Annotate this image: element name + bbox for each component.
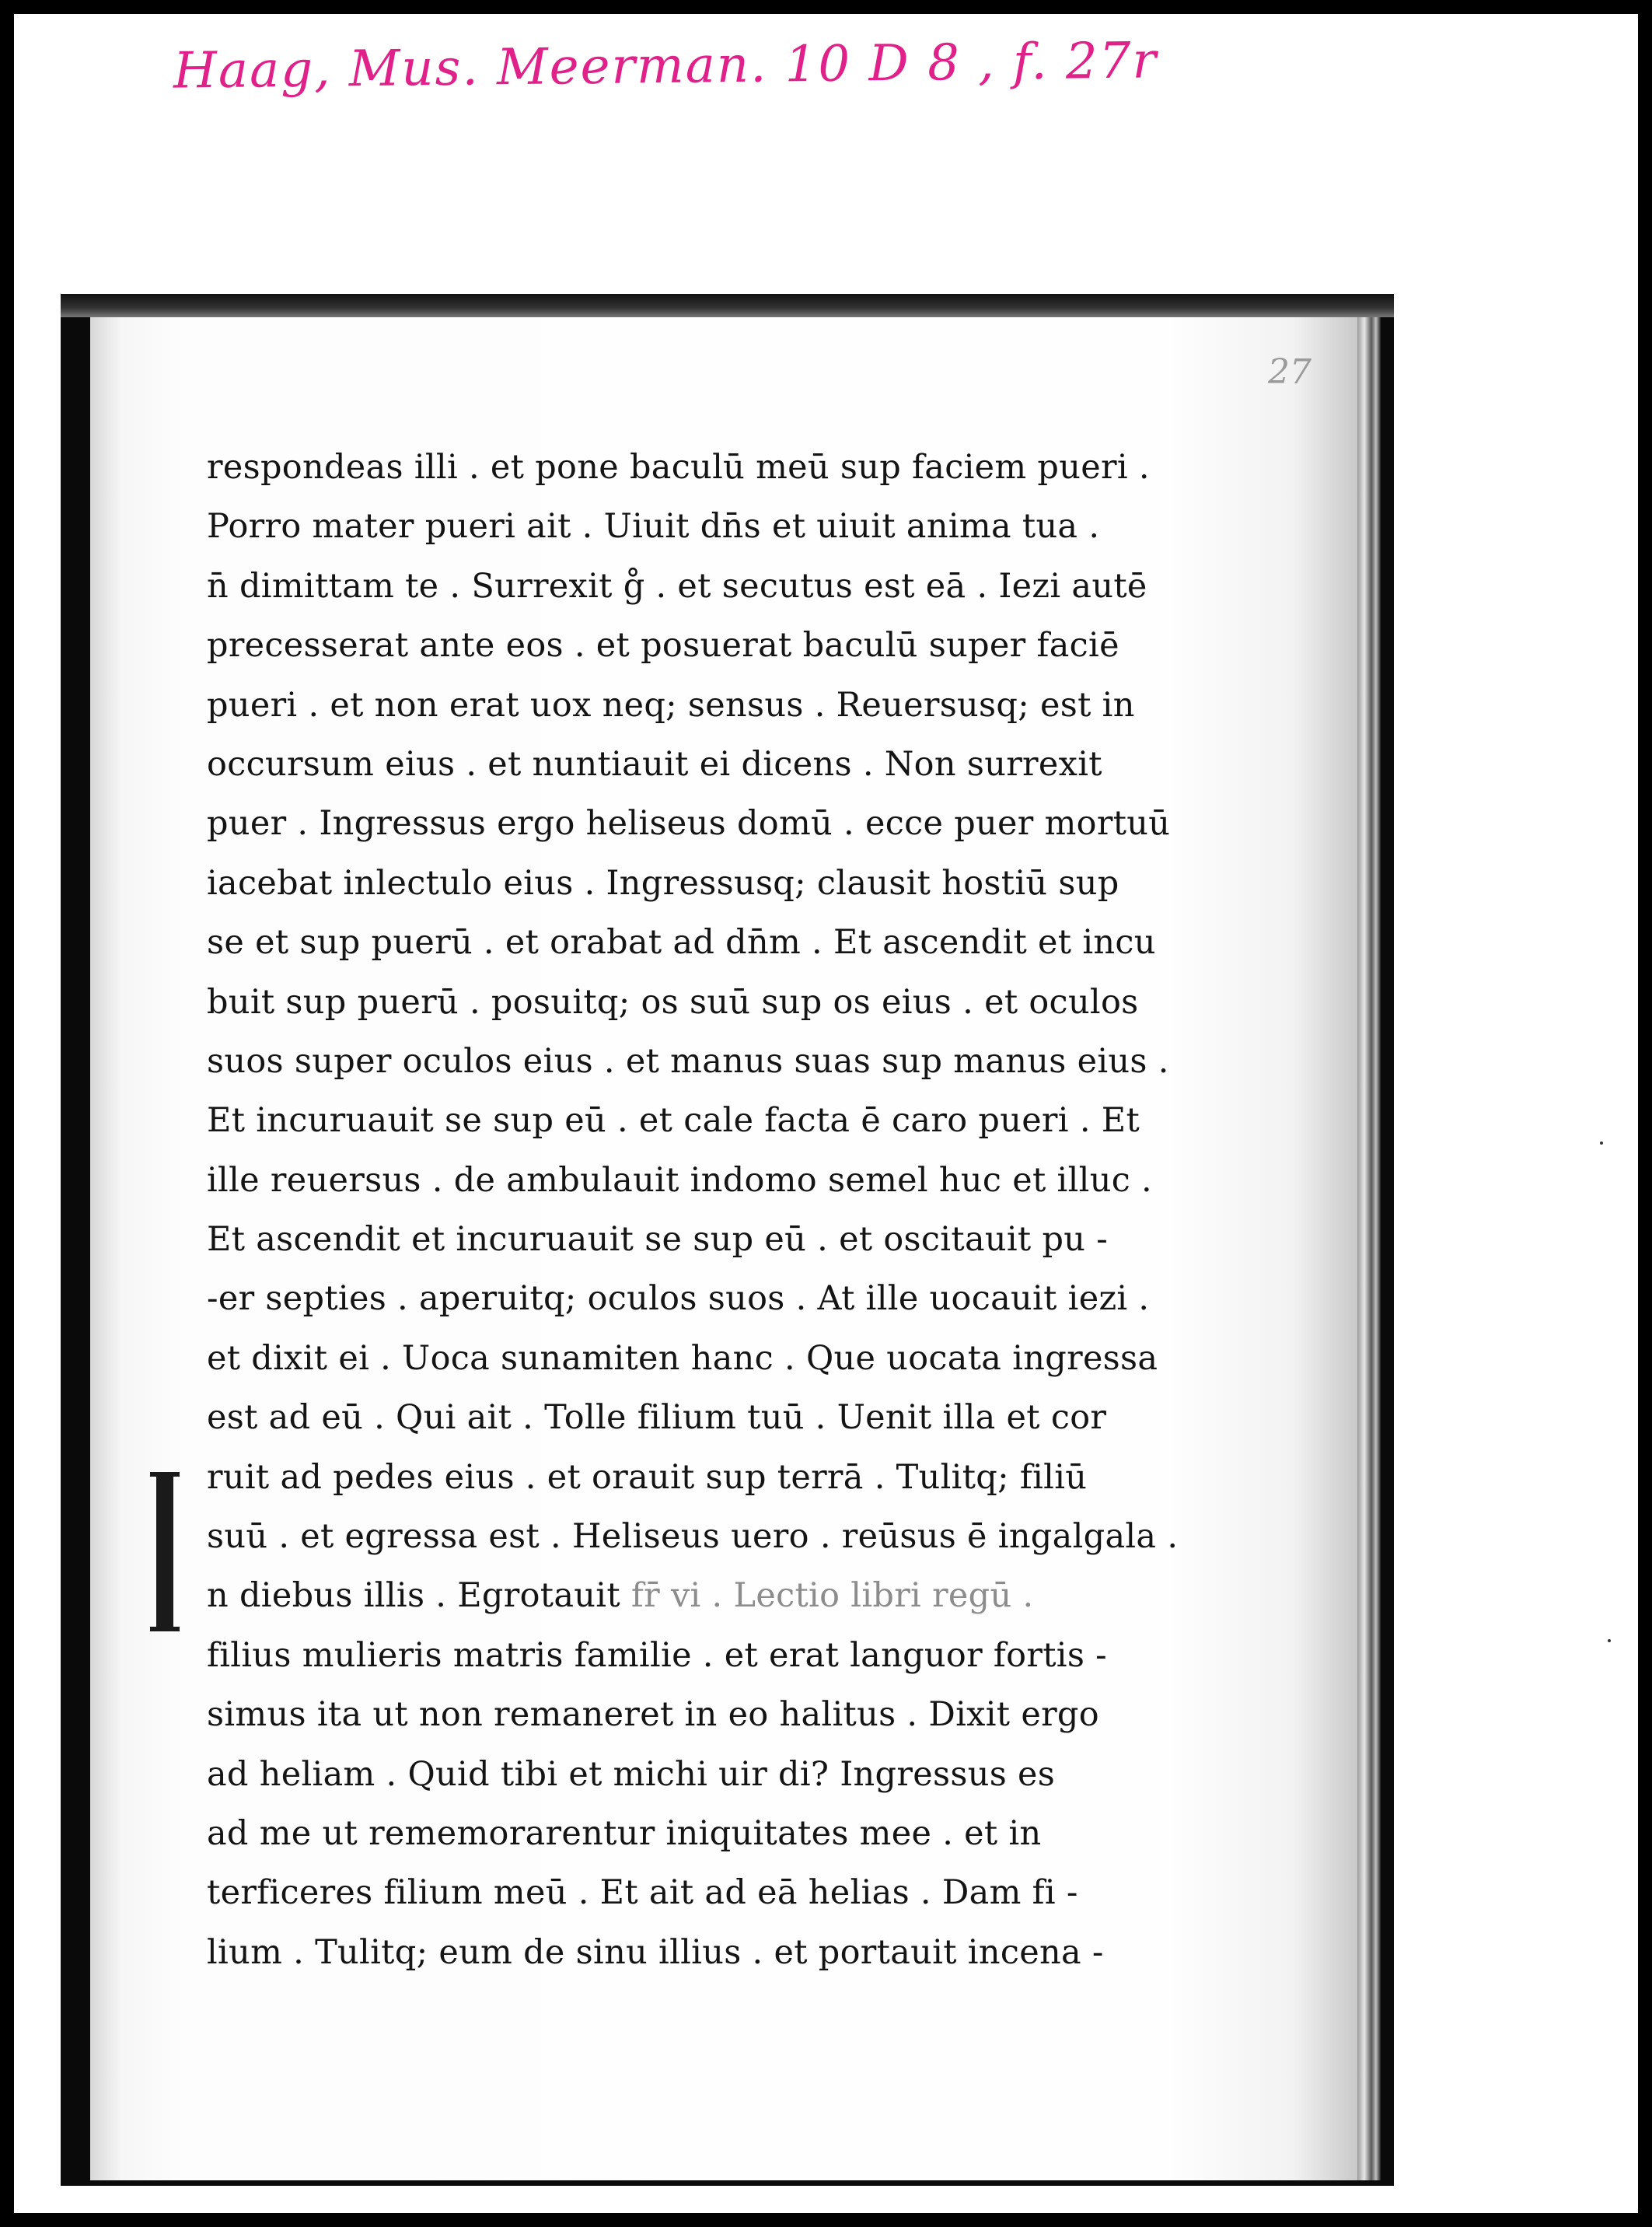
text-line-3: n̄ dimittam te . Surrexit g̊ . et secutus est eā . Iezi autē bbox=[207, 566, 1147, 606]
folio-number: 27 bbox=[1268, 352, 1311, 392]
text-line-23: ad heliam . Quid tibi et michi uir di? Ingressus es bbox=[207, 1754, 1056, 1794]
text-line-21: filius mulieris matris familie . et erat languor fortis - bbox=[207, 1635, 1107, 1675]
text-line-19: suū . et egressa est . Heliseus uero . reūsus ē ingalgala . bbox=[207, 1517, 1179, 1557]
text-line-22: simus ita ut non remaneret in eo halitus . Dixit ergo bbox=[207, 1695, 1099, 1735]
scan-sheet bbox=[14, 14, 1638, 2213]
text-line-8: iacebat inlectulo eius . Ingressusq; clausit hostiū sup bbox=[207, 863, 1119, 903]
text-line-4: precesserat ante eos . et posuerat baculū super faciē bbox=[207, 626, 1119, 666]
text-line-1: respondeas illi . et pone baculū meū sup faciem pueri . bbox=[207, 448, 1150, 487]
text-line-12: Et incuruauit se sup eū . et cale facta ē caro pueri . Et bbox=[207, 1101, 1140, 1141]
text-line-25: terficeres filium meū . Et ait ad eā helias . Dam fi - bbox=[207, 1873, 1078, 1913]
shelfmark-annotation: Haag, Mus. Meerman. 10 D 8 , f. 27r bbox=[173, 32, 1158, 100]
text-line-20-main: n diebus illis . Egrotauit bbox=[207, 1576, 620, 1616]
scan-speck bbox=[1600, 1141, 1603, 1145]
scan-speck bbox=[1608, 1639, 1611, 1642]
text-line-5: pueri . et non erat uox neq; sensus . Reuersusq; est in bbox=[207, 685, 1135, 725]
text-line-15: -er septies . aperuitq; oculos suos . At ille uocauit iezi . bbox=[207, 1279, 1150, 1319]
text-line-7: puer . Ingressus ergo heliseus domū . ecce puer mortuū bbox=[207, 804, 1171, 844]
text-line-13: ille reuersus . de ambulauit indomo semel huc et illuc . bbox=[207, 1160, 1153, 1200]
manuscript-page bbox=[90, 317, 1357, 2180]
manuscript-photograph bbox=[61, 294, 1394, 2186]
page-edge bbox=[1357, 317, 1381, 2180]
text-line-26: lium . Tulitq; eum de sinu illius . et portauit incena - bbox=[207, 1932, 1104, 1972]
text-line-10: buit sup puerū . posuitq; os suū sup os eius . et oculos bbox=[207, 982, 1139, 1022]
text-line-6: occursum eius . et nuntiauit ei dicens . Non surrexit bbox=[207, 744, 1102, 784]
text-line-2: Porro mater pueri ait . Uiuit dn̄s et uiuit anima tua . bbox=[207, 507, 1100, 547]
text-line-14: Et ascendit et incuruauit se sup eū . et oscitauit pu - bbox=[207, 1220, 1109, 1260]
manuscript-text-block bbox=[207, 438, 1311, 1982]
text-line-18: ruit ad pedes eius . et orauit sup terrā . Tulitq; filiū bbox=[207, 1457, 1088, 1497]
text-line-24: ad me ut rememorarentur iniquitates mee . et in bbox=[207, 1813, 1042, 1853]
text-line-17: est ad eū . Qui ait . Tolle filium tuū . Uenit illa et cor bbox=[207, 1398, 1107, 1438]
text-line-20 bbox=[207, 1566, 1311, 1625]
rubric-lectio: fr̄ vi . Lectio libri regū . bbox=[630, 1576, 1034, 1616]
photo-top-shadow bbox=[61, 294, 1394, 317]
text-line-9: se et sup puerū . et orabat ad dn̄m . Et ascendit et incu bbox=[207, 923, 1156, 963]
text-line-11: suos super oculos eius . et manus suas sup manus eius . bbox=[207, 1041, 1169, 1081]
decorated-initial-i bbox=[156, 1472, 173, 1631]
text-line-16: et dixit ei . Uoca sunamiten hanc . Que uocata ingressa bbox=[207, 1338, 1158, 1378]
